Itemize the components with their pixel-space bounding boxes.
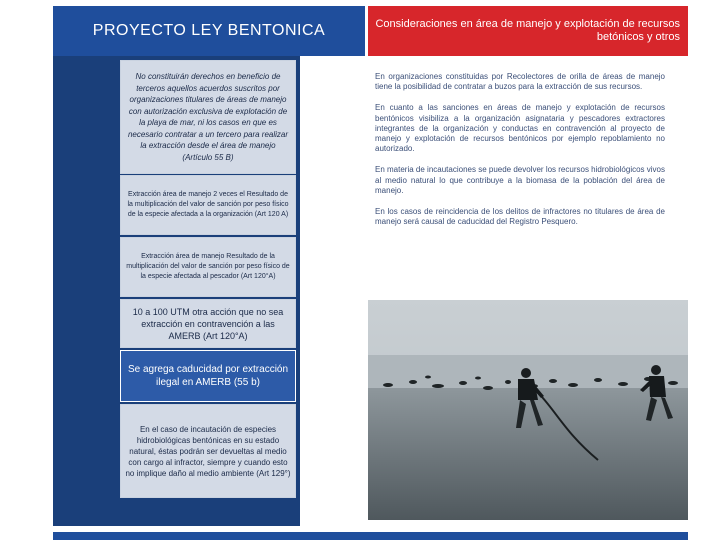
page-title: PROYECTO LEY BENTONICA <box>92 22 326 39</box>
info-box-text: En el caso de incautación de especies hidrobiológicas bentónicas en su estado natural, éstas podrán ser devueltas al medio con cargo al infractor, siempre y cuando esto no implique daño al medio ambiente (Art 129°) <box>125 424 291 478</box>
title-banner <box>53 6 365 56</box>
paragraph-recidivism: En los casos de reincidencia de los delitos de infractores no titulares de área de manejo será causal de caducidad del Registro Pesquero. <box>375 207 665 227</box>
wet-sand <box>368 388 688 520</box>
photo-illustration <box>368 300 688 520</box>
paragraph-seizures: En materia de incautaciones se puede devolver los recursos hidrobiológicos vivos al medio natural lo que contribuye a la biomasa de la población del área de manejo. <box>375 165 665 195</box>
paragraph-divers: En organizaciones constituidas por Recolectores de orilla de áreas de manejo tiene la posibilidad de contratar a buzos para la extracción de sus recursos. <box>375 72 665 92</box>
info-box-third-party-rights <box>120 60 296 174</box>
info-box-utm-fine <box>120 299 296 348</box>
info-box-caducity <box>120 350 296 402</box>
beach-harvest-photo <box>368 300 688 520</box>
info-box-text: Extracción área de manejo Resultado de la multiplicación del valor de sanción por peso físico de la especie afectada al pescador (Art 120°A) <box>126 253 290 280</box>
subtitle-banner <box>368 6 688 56</box>
info-box-text: Se agrega caducidad por extracción ilegal en AMERB (55 b) <box>127 364 289 388</box>
considerations-text <box>375 72 665 238</box>
footer-bar <box>53 532 688 540</box>
info-box-text: 10 a 100 UTM otra acción que no sea extracción en contravención a las AMERB (Art 120°A) <box>132 306 284 341</box>
info-box-text: No constituirán derechos en beneficio de terceros aquellos acuerdos suscritos por organizaciones titulares de áreas de manejo con autorización exclusiva de explotación de la playa de mar, ni los casos en que es necesario contratar a un tercero para realizar la extracción desde el área de manejo (Artículo 55 B) <box>127 72 289 162</box>
section-subtitle: Consideraciones en área de manejo y explotación de recursos betónicos y otros <box>375 18 680 43</box>
paragraph-sanctions: En cuanto a las sanciones en áreas de manejo y explotación de recursos bentónicos visibiliza a la organización asignataria y pescadores extractores integrantes de la organización y conductas en contravención al proyecto de manejo y explotación de recursos bentónicos por ejemplo repoblamiento no autorizado. <box>375 103 665 154</box>
info-box-sanction-fisher <box>120 237 296 297</box>
info-box-text: Extracción área de manejo 2 veces el Resultado de la multiplicación del valor de sanción por peso físico de la especie afectada a la organización (Art 120 A) <box>127 191 289 218</box>
info-box-seizure <box>120 404 296 498</box>
info-box-sanction-organization <box>120 175 296 235</box>
